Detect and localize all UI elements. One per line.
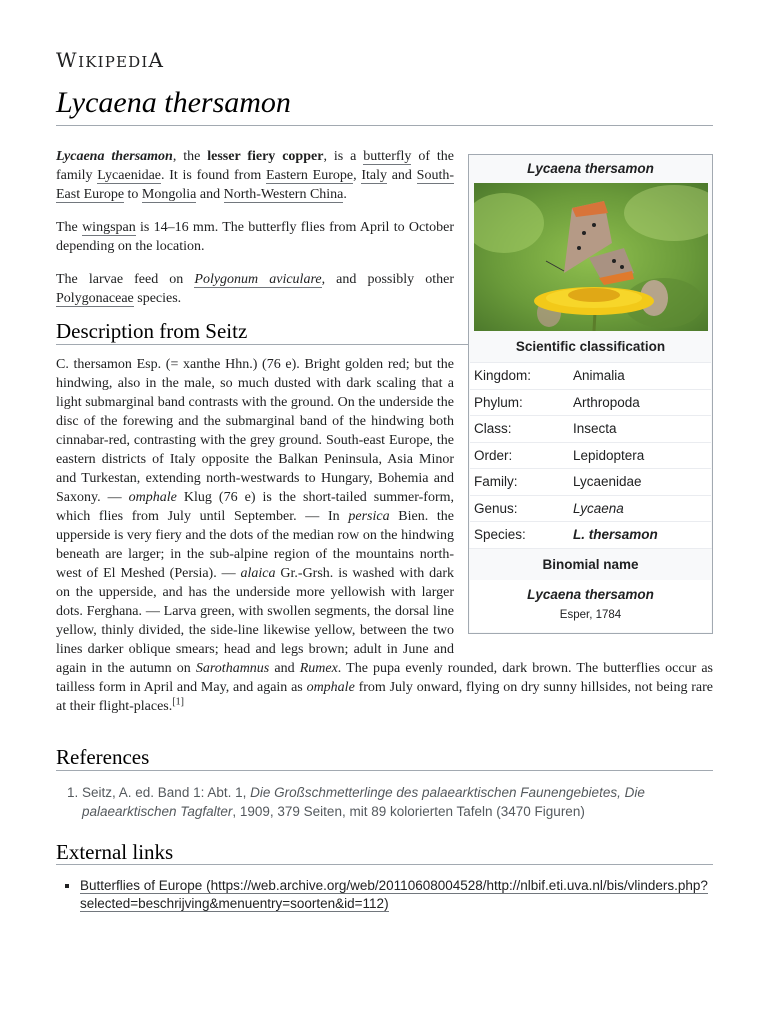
- taxon-value-link[interactable]: Insecta: [573, 421, 617, 437]
- external-link-butterflies-of-europe[interactable]: Butterflies of Europe (https://web.archive.org/web/20110608004528/http://nlbif.eti.uva.nl/bis/vlinders.php?selected=beschrijving&menuentry=soorten&id=112): [80, 878, 708, 911]
- taxon-value-link[interactable]: Animalia: [573, 368, 625, 384]
- infobox: [468, 154, 713, 634]
- taxon-row-class: Class: Insecta: [470, 415, 711, 442]
- link-italy[interactable]: Italy: [361, 168, 387, 183]
- description-paragraph: C. thersamon Esp. (= xanthe Hhn.) (76 e). Bright golden red; but the hindwing, also in the male, so much dusted with dark scaling that a light submarginal band contrasts with the ground. On the underside the disc of the forewing and the submarginal band of the hindwing both cinnabar-red, contrasting with the grey ground. South-east Europe, the eastern districts of Italy opposite the Balkan Peninsula, Asia Minor and Turkestan, extending north-westwards to Hungary, Bohemia and Saxony. — omphale Klug (76 e) is the short-tailed summer-form, which flies from July until September. — In persica Bien. the upperside is very fiery and the dots of the median row on the hindwing beneath are larger; in the sub-alpine region of the mountains north-west of El Meshed (Persia). — alaica Gr.-Grsh. is washed with dark on the upperside, and has the underside more yellowish with larger dots. Ferghana. — Larva green, with swollen segments, the dorsal line yellow, thinly divided, the side-line likewise yellow, between the two lines darker oblique smears; head and legs brown; adult in June and again in the autumn on Sarothamnus and Rumex. The pupa evenly rounded, dark brown. The butterflies occur as tailless form in April and May, and again as omphale from July onward, flying on dry sunny hillsides, not being rare at their flight-places.[1]: [56, 357, 714, 714]
- flower: [534, 287, 654, 315]
- wordmark-ikipedi: IKIPEDI: [78, 53, 149, 71]
- references-section: [56, 745, 713, 821]
- infobox-caption: Lycaena thersamon: [527, 161, 654, 176]
- taxon-row-phylum: Phylum: Arthropoda: [470, 389, 711, 416]
- taxon-value-link[interactable]: Arthropoda: [573, 394, 640, 410]
- butterfly-image[interactable]: [474, 183, 708, 331]
- reference-item: 1. Seitz, A. ed. Band 1: Abt. 1, Die Großschmetterlinge des palaearktischen Faunengebietes, Die palaearktischen Tagfalter, 1909, 379 Seiten, mit 89 kolorierten Tafeln (3470 Figuren): [82, 783, 713, 821]
- page-title: Lycaena thersamon: [56, 86, 291, 119]
- taxon-row-genus: Genus: Lycaena: [470, 495, 711, 522]
- references-list: [56, 783, 713, 821]
- link-polygonaceae[interactable]: Polygonaceae: [56, 291, 134, 306]
- link-south-east-europe[interactable]: South-East Europe: [56, 168, 455, 202]
- link-lycaenidae[interactable]: Lycaenidae: [97, 168, 162, 183]
- section-heading-description: Description from Seitz: [56, 322, 713, 345]
- external-links-list: [56, 877, 713, 913]
- wordmark-a: A: [148, 48, 165, 72]
- binomial-name: Lycaena thersamon: [470, 580, 711, 606]
- link-mongolia[interactable]: Mongolia: [141, 187, 197, 202]
- link-wingspan[interactable]: wingspan: [82, 220, 136, 235]
- section-heading-references: References: [56, 748, 713, 771]
- external-link-item: [80, 877, 713, 913]
- taxon-row-species: Species: L. thersamon: [470, 521, 711, 548]
- lead-paragraph-3: The larvae feed on Polygonum aviculare, and possibly other Polygonaceae species.: [56, 272, 454, 306]
- taxon-value-link[interactable]: Lepidoptera: [573, 447, 645, 463]
- lead-paragraph-1: Lycaena thersamon, the lesser fiery copper, is a butterfly of the family Lycaenidae. It is found from Eastern Europe, Italy and South-East Europe to Mongolia and North-Western China.: [56, 149, 455, 202]
- title-divider: [56, 125, 713, 126]
- section-heading-external-links: External links: [56, 843, 713, 865]
- lead-paragraph-2: The wingspan is 14–16 mm. The butterfly flies from April to October depending on the location.: [56, 220, 455, 254]
- citation-link[interactable]: [1]: [172, 696, 184, 708]
- classification-heading: Scientific classification: [469, 331, 712, 362]
- link-butterfly[interactable]: butterfly: [363, 149, 412, 164]
- binomial-heading: Binomial name: [469, 548, 712, 580]
- external-links-section: [56, 840, 713, 913]
- taxon-row-family: Family: Lycaenidae: [470, 468, 711, 495]
- link-polygonum-aviculare[interactable]: Polygonum aviculare: [194, 272, 322, 287]
- taxon-value-link[interactable]: Lycaena: [573, 500, 624, 516]
- binomial-authority: Esper, 1784: [470, 606, 711, 632]
- wikipedia-wordmark[interactable]: [56, 48, 164, 72]
- link-eastern-europe[interactable]: Eastern Europe: [265, 168, 354, 183]
- wordmark-w: W: [56, 48, 79, 72]
- taxon-value-link[interactable]: Lycaenidae: [573, 474, 642, 490]
- taxon-row-kingdom: Kingdom: Animalia: [470, 362, 711, 389]
- taxon-row-order: Order: Lepidoptera: [470, 442, 711, 469]
- article-body: [56, 147, 713, 716]
- link-north-western-china[interactable]: North-Western China: [223, 187, 344, 202]
